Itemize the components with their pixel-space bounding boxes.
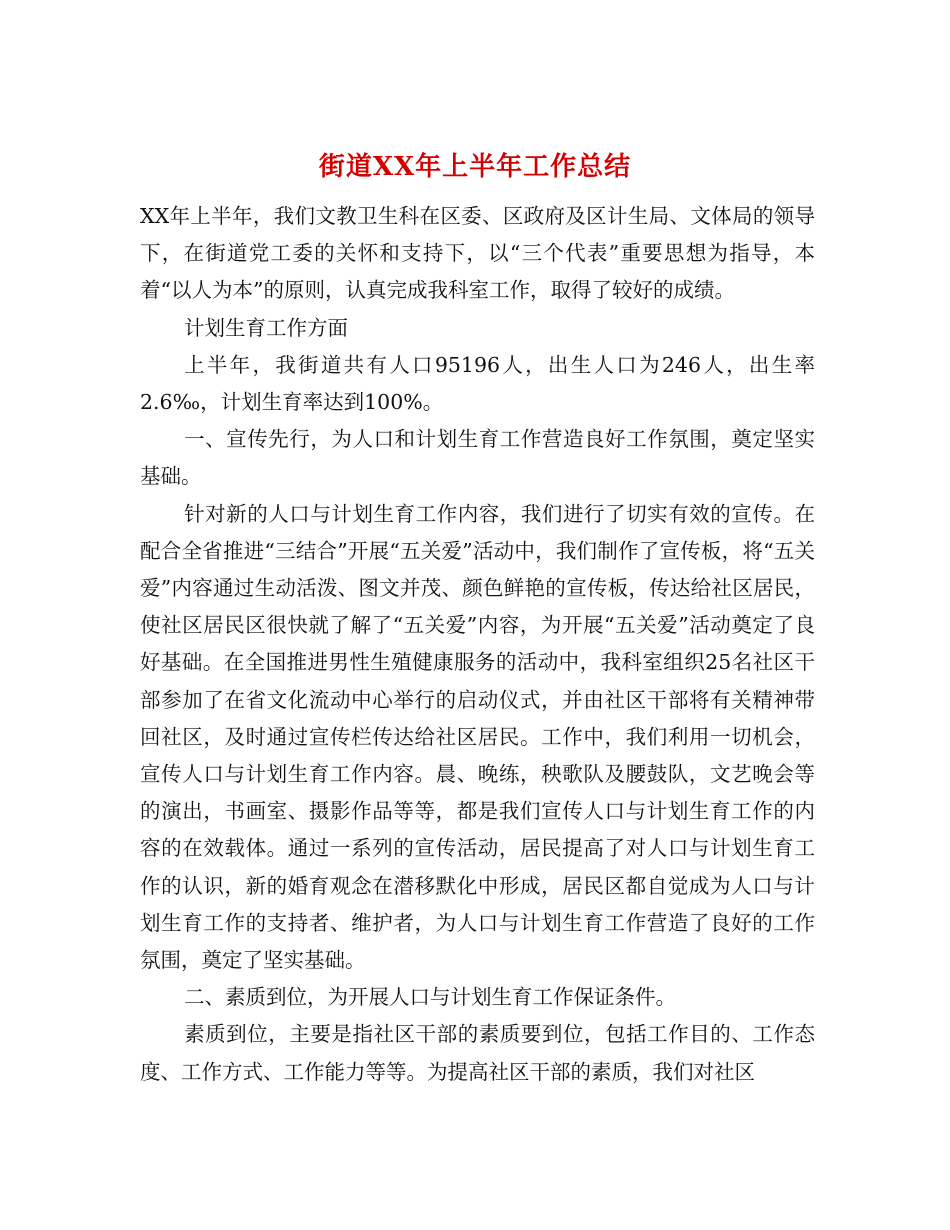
section-heading-quality: 二、素质到位，为开展人口与计划生育工作保证条件。 (184, 985, 677, 1010)
population-stats-paragraph: 上半年，我街道共有人口95196人，出生人口为246人，出生率2.6‰，计划生育率达到100%。 (140, 352, 815, 415)
publicity-paragraph: 针对新的人口与计划生育工作内容，我们进行了切实有效的宣传。在配合全省推进“三结合”开展“五关爱”活动中，我们制作了宣传板，将“五关爱”内容通过生动活泼、图文并茂、颜色鲜艳的宣传板，传达给社区居民，使社区居民区很快就了解了“五关爱”内容，为开展“五关爱”活动奠定了良好基础。在全国推进男性生殖健康服务的活动中，我科室组织25名社区干部参加了在省文化流动中心举行的启动仪式，并由社区干部将有关精神带回社区，及时通过宣传栏传达给社区居民。工作中，我们利用一切机会，宣传人口与计划生育工作内容。晨、晚练，秧歌队及腰鼓队，文艺晚会等的演出，书画室、摄影作品等等，都是我们宣传人口与计划生育工作的内容的在效载体。通过一系列的宣传活动，居民提高了对人口与计划生育工作的认识，新的婚育观念在潜移默化中形成，居民区都自觉成为人口与计划生育工作的支持者、维护者，为人口与计划生育工作营造了良好的工作氛围，奠定了坚实基础。 (140, 501, 815, 973)
section-heading-family-planning: 计划生育工作方面 (184, 315, 349, 340)
document-title: 街道XX年上半年工作总结 (318, 152, 632, 183)
document-body (140, 198, 815, 1091)
section-heading-publicity: 一、宣传先行，为人口和计划生育工作营造良好工作氛围，奠定坚实基础。 (140, 427, 815, 489)
quality-paragraph: 素质到位，主要是指社区干部的素质要到位，包括工作目的、工作态度、工作方式、工作能力等等。为提高社区干部的素质，我们对社区 (140, 1022, 815, 1084)
intro-paragraph: XX年上半年，我们文教卫生科在区委、区政府及区计生局、文体局的领导下，在街道党工委的关怀和支持下，以“三个代表”重要思想为指导，本着“以人为本”的原则，认真完成我科室工作，取得了较好的成绩。 (140, 204, 815, 303)
